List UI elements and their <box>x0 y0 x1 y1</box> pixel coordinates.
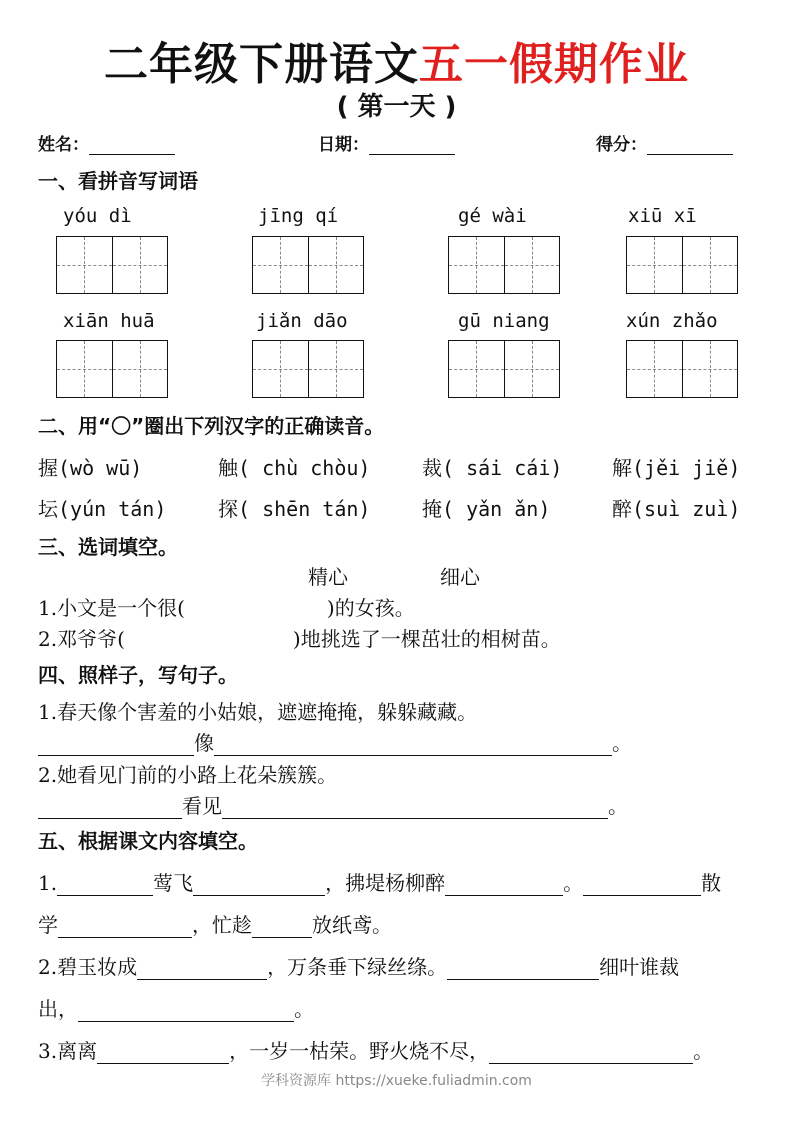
section2-heading: 二、用“〇”圈出下列汉字的正确读音。 <box>38 414 385 438</box>
score-field[interactable] <box>596 130 733 155</box>
fill-line <box>38 993 314 1022</box>
pinyin-options: (yún tán) <box>58 497 167 521</box>
example-sentence: 1.春天像个害羞的小姑娘，遮遮掩掩，躲躲藏藏。 <box>38 700 478 724</box>
title-part-red: 五一假期作业 <box>419 39 689 90</box>
pinyin-options: ( chù chòu) <box>238 456 371 480</box>
answer-blank[interactable] <box>38 796 182 819</box>
pinyin-options: ( shēn tán) <box>238 497 371 521</box>
question-text: 1.小文是一个很( <box>38 596 185 620</box>
writing-grid[interactable] <box>626 340 738 398</box>
hanzi: 触 <box>218 456 238 480</box>
score-blank[interactable] <box>647 136 733 155</box>
question-text: 学 <box>38 913 58 937</box>
date-label: 日期： <box>318 135 369 155</box>
pinyin-options: (wò wū) <box>58 456 143 480</box>
word-choice: 精心 <box>308 565 348 589</box>
question-text: 3.离离 <box>38 1039 98 1063</box>
hanzi: 醉 <box>612 497 632 521</box>
answer-blank[interactable] <box>57 873 153 896</box>
answer-blank[interactable] <box>193 873 325 896</box>
period: 。 <box>612 731 632 755</box>
fill-line <box>38 909 392 938</box>
fill-question <box>38 592 415 621</box>
fill-question <box>38 623 561 652</box>
answer-blank[interactable] <box>222 796 608 819</box>
pinyin-label: xún zhǎo <box>626 310 718 332</box>
answer-blank[interactable] <box>97 1041 229 1064</box>
name-label: 姓名： <box>38 135 89 155</box>
pinyin-label: xiū xī <box>628 205 697 227</box>
hanzi: 解 <box>612 456 632 480</box>
question-text: 2.邓爷爷( <box>38 627 125 651</box>
question-text: ，一岁一枯荣。野火烧不尽， <box>229 1039 490 1063</box>
fill-line <box>38 951 679 980</box>
name-blank[interactable] <box>89 136 175 155</box>
hanzi: 掩 <box>422 497 442 521</box>
writing-grid[interactable] <box>252 340 364 398</box>
question-text: 。 <box>563 871 584 895</box>
pinyin-label: yóu dì <box>63 205 132 227</box>
connector-word: 像 <box>194 731 214 755</box>
reading-item[interactable] <box>38 493 166 522</box>
answer-blank[interactable] <box>489 1041 693 1064</box>
question-text: ，忙趁 <box>192 913 252 937</box>
question-text: 1. <box>38 871 58 895</box>
fill-line <box>38 867 721 896</box>
question-text: 。 <box>294 997 314 1021</box>
title-part-black: 二年级下册语文 <box>104 39 419 90</box>
footer-watermark: 学科资源库 https://xueke.fuliadmin.com <box>261 1073 532 1089</box>
writing-grid[interactable] <box>448 340 560 398</box>
pinyin-label: jīng qí <box>258 205 339 227</box>
question-text: 莺飞 <box>153 871 194 895</box>
section4-heading: 四、照样子，写句子。 <box>38 663 238 687</box>
page-subtitle: ( 第一天 ) <box>336 92 457 122</box>
question-text: )地挑选了一棵茁壮的相树苗。 <box>292 627 561 651</box>
hanzi: 裁 <box>422 456 442 480</box>
pinyin-options: ( yǎn ǎn) <box>442 497 551 521</box>
writing-grid[interactable] <box>448 236 560 294</box>
score-label: 得分： <box>596 135 647 155</box>
writing-grid[interactable] <box>252 236 364 294</box>
reading-item[interactable] <box>218 452 370 481</box>
question-text: 放纸鸢。 <box>312 913 392 937</box>
pinyin-label: xiān huā <box>63 310 155 332</box>
hanzi: 握 <box>38 456 58 480</box>
hanzi: 坛 <box>38 497 58 521</box>
answer-blank[interactable] <box>214 733 612 756</box>
writing-grid[interactable] <box>626 236 738 294</box>
question-text: 。 <box>693 1039 714 1063</box>
question-text: 细叶谁裁 <box>599 955 680 979</box>
answer-line <box>38 727 632 756</box>
answer-blank[interactable] <box>38 733 194 756</box>
question-text: 散 <box>701 871 722 895</box>
reading-item[interactable] <box>612 452 740 481</box>
pinyin-options: ( sái cái) <box>442 456 563 480</box>
question-text: )的女孩。 <box>326 596 415 620</box>
question-text: 2.碧玉妆成 <box>38 955 138 979</box>
answer-blank[interactable] <box>78 999 294 1022</box>
word-choice: 细心 <box>440 565 480 589</box>
section3-heading: 三、选词填空。 <box>38 535 178 559</box>
writing-grid[interactable] <box>56 236 168 294</box>
pinyin-label: jiǎn dāo <box>256 310 348 332</box>
pinyin-options: (jěi jiě) <box>632 456 741 480</box>
answer-line <box>38 790 628 819</box>
section5-heading: 五、根据课文内容填空。 <box>38 829 258 853</box>
answer-blank[interactable] <box>447 957 599 980</box>
reading-item[interactable] <box>612 493 740 522</box>
connector-word: 看见 <box>182 794 222 818</box>
question-text: ，万条垂下绿丝绦。 <box>267 955 448 979</box>
question-text: ，拂堤杨柳醉 <box>325 871 446 895</box>
page-title <box>0 28 793 92</box>
answer-blank[interactable] <box>58 915 192 938</box>
answer-blank[interactable] <box>137 957 267 980</box>
section1-heading: 一、看拼音写词语 <box>38 169 198 193</box>
date-field[interactable] <box>318 130 455 155</box>
pinyin-options: (suì zuì) <box>632 497 741 521</box>
hanzi: 探 <box>218 497 238 521</box>
reading-item[interactable] <box>422 493 550 522</box>
question-text: 出， <box>38 997 78 1021</box>
name-field[interactable] <box>38 130 175 155</box>
example-sentence: 2.她看见门前的小路上花朵簇簇。 <box>38 763 338 787</box>
date-blank[interactable] <box>369 136 455 155</box>
answer-blank[interactable] <box>583 873 701 896</box>
answer-blank[interactable] <box>252 915 312 938</box>
fill-line <box>38 1035 713 1064</box>
pinyin-label: gū niang <box>458 310 550 332</box>
reading-item[interactable] <box>38 452 142 481</box>
pinyin-label: gé wài <box>458 205 527 227</box>
period: 。 <box>608 794 628 818</box>
answer-blank[interactable] <box>445 873 563 896</box>
reading-item[interactable] <box>422 452 562 481</box>
reading-item[interactable] <box>218 493 370 522</box>
info-fields <box>38 130 748 156</box>
writing-grid[interactable] <box>56 340 168 398</box>
